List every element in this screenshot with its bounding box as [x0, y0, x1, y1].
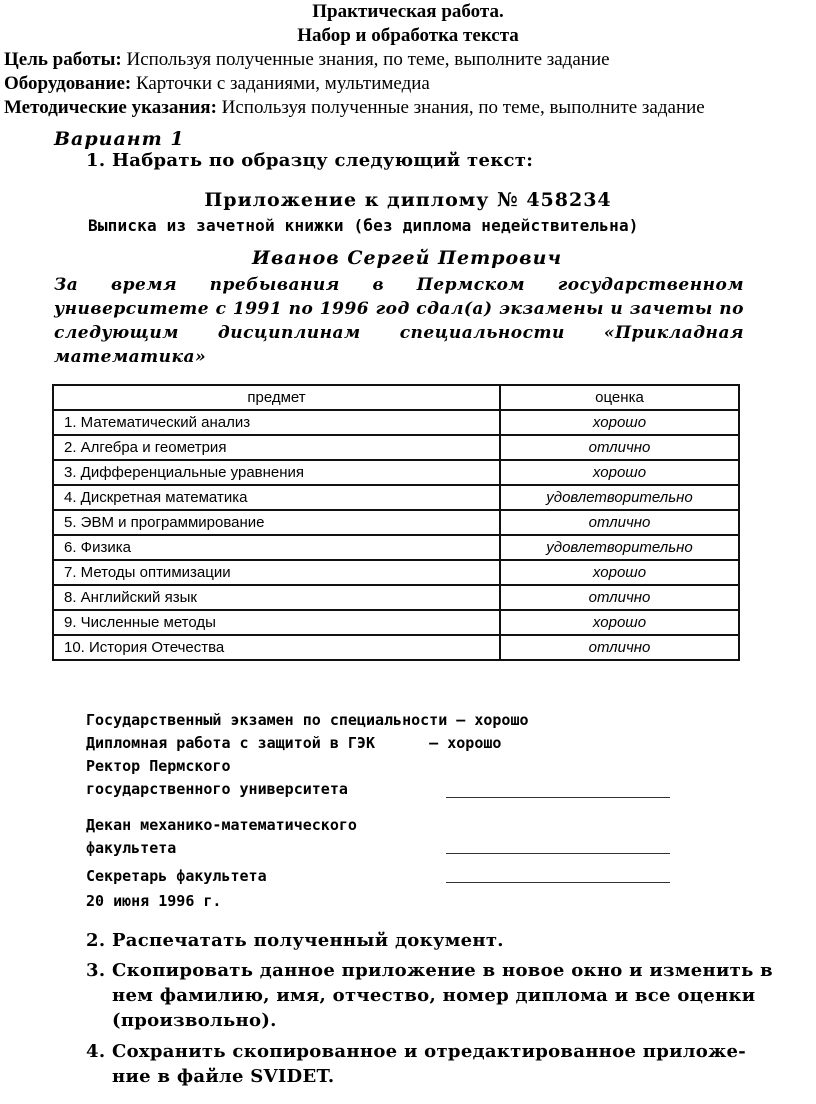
subject-cell: 7. Методы оптимизации [53, 560, 500, 585]
table-row [53, 435, 739, 460]
task-4-line-2: ние в файле SVIDET. [112, 1066, 335, 1087]
grade-cell: хорошо [500, 410, 739, 435]
table-row [53, 485, 739, 510]
task-2: 2. Распечатать полученный документ. [86, 930, 504, 951]
grade-cell: хорошо [500, 610, 739, 635]
document-title: Приложение к диплому № 458234 [204, 189, 612, 211]
page-title: Практическая работа. [312, 1, 504, 22]
dean-line-1: Декан механико-математического [86, 816, 357, 834]
grade-cell: хорошо [500, 560, 739, 585]
guide-line [0, 96, 816, 120]
column-header-grade: оценка [500, 385, 739, 410]
subject-cell: 9. Численные методы [53, 610, 500, 635]
guide-text: Используя полученные знания, по теме, выполните задание [216, 97, 705, 118]
assignment-header [0, 0, 816, 120]
grade-cell: удовлетворительно [500, 535, 739, 560]
rector-line-2: государственного университета [86, 780, 348, 798]
grades-table [52, 384, 740, 661]
table-row [53, 510, 739, 535]
subject-cell: 5. ЭВМ и программирование [53, 510, 500, 535]
subject-cell: 8. Английский язык [53, 585, 500, 610]
subject-cell: 3. Дифференциальные уравнения [53, 460, 500, 485]
subject-cell: 2. Алгебра и геометрия [53, 435, 500, 460]
task-3-line-2: нем фамилию, имя, отчество, номер диплома и все оценки [112, 985, 756, 1006]
document-subtitle: Выписка из зачетной книжки (без диплома недействительна) [88, 216, 639, 235]
grade-cell: удовлетворительно [500, 485, 739, 510]
table-row [53, 635, 739, 660]
goal-text: Используя полученные знания, по теме, выполните задание [121, 49, 610, 70]
dean-line-2: факультета [86, 839, 177, 857]
thesis-line: Дипломная работа с защитой в ГЭК — хорошо [86, 734, 502, 752]
grade-cell: отлично [500, 510, 739, 535]
dean-signature-line [446, 853, 670, 854]
goal-line [0, 48, 816, 72]
page-subtitle: Набор и обработка текста [297, 25, 519, 46]
goal-label: Цель работы: [4, 49, 122, 70]
secretary-line: Секретарь факультета [86, 867, 267, 885]
scanned-task-card [0, 126, 816, 1104]
task-3-line-1: 3. Скопировать данное приложение в новое окно и изменить в [86, 960, 773, 981]
task-4-line-1: 4. Сохранить скопированное и отредактированное приложе- [86, 1041, 747, 1062]
variant-heading: Вариант 1 [54, 128, 185, 150]
equipment-label: Оборудование: [4, 73, 132, 94]
equipment-line [0, 72, 816, 96]
equipment-text: Карточки с заданиями, мультимедиа [131, 73, 430, 94]
rector-signature-line [446, 797, 670, 798]
guide-label: Методические указания: [4, 97, 217, 118]
table-header-row [53, 385, 739, 410]
table-row [53, 610, 739, 635]
table-row [53, 585, 739, 610]
grade-cell: отлично [500, 435, 739, 460]
grade-cell: отлично [500, 585, 739, 610]
table-row [53, 410, 739, 435]
state-exam-line: Государственный экзамен по специальности — хорошо [86, 711, 529, 729]
table-row [53, 560, 739, 585]
document-paragraph: За время пребывания в Пермском государственном университете с 1991 по 1996 год сдал(а) экзамены и зачеты по следующим дисциплинам специальности «Прикладная математика» [54, 275, 744, 367]
subject-cell: 1. Математический анализ [53, 410, 500, 435]
secretary-signature-line [446, 882, 670, 883]
subject-cell: 10. История Отечества [53, 635, 500, 660]
subject-cell: 6. Физика [53, 535, 500, 560]
student-name: Иванов Сергей Петрович [252, 247, 563, 269]
grade-cell: хорошо [500, 460, 739, 485]
table-row [53, 460, 739, 485]
column-header-subject: предмет [53, 385, 500, 410]
rector-line-1: Ректор Пермского [86, 757, 231, 775]
table-row [53, 535, 739, 560]
grade-cell: отлично [500, 635, 739, 660]
task-1: 1. Набрать по образцу следующий текст: [86, 150, 534, 171]
subject-cell: 4. Дискретная математика [53, 485, 500, 510]
task-3-line-3: (произвольно). [112, 1010, 277, 1031]
document-date: 20 июня 1996 г. [86, 892, 222, 910]
